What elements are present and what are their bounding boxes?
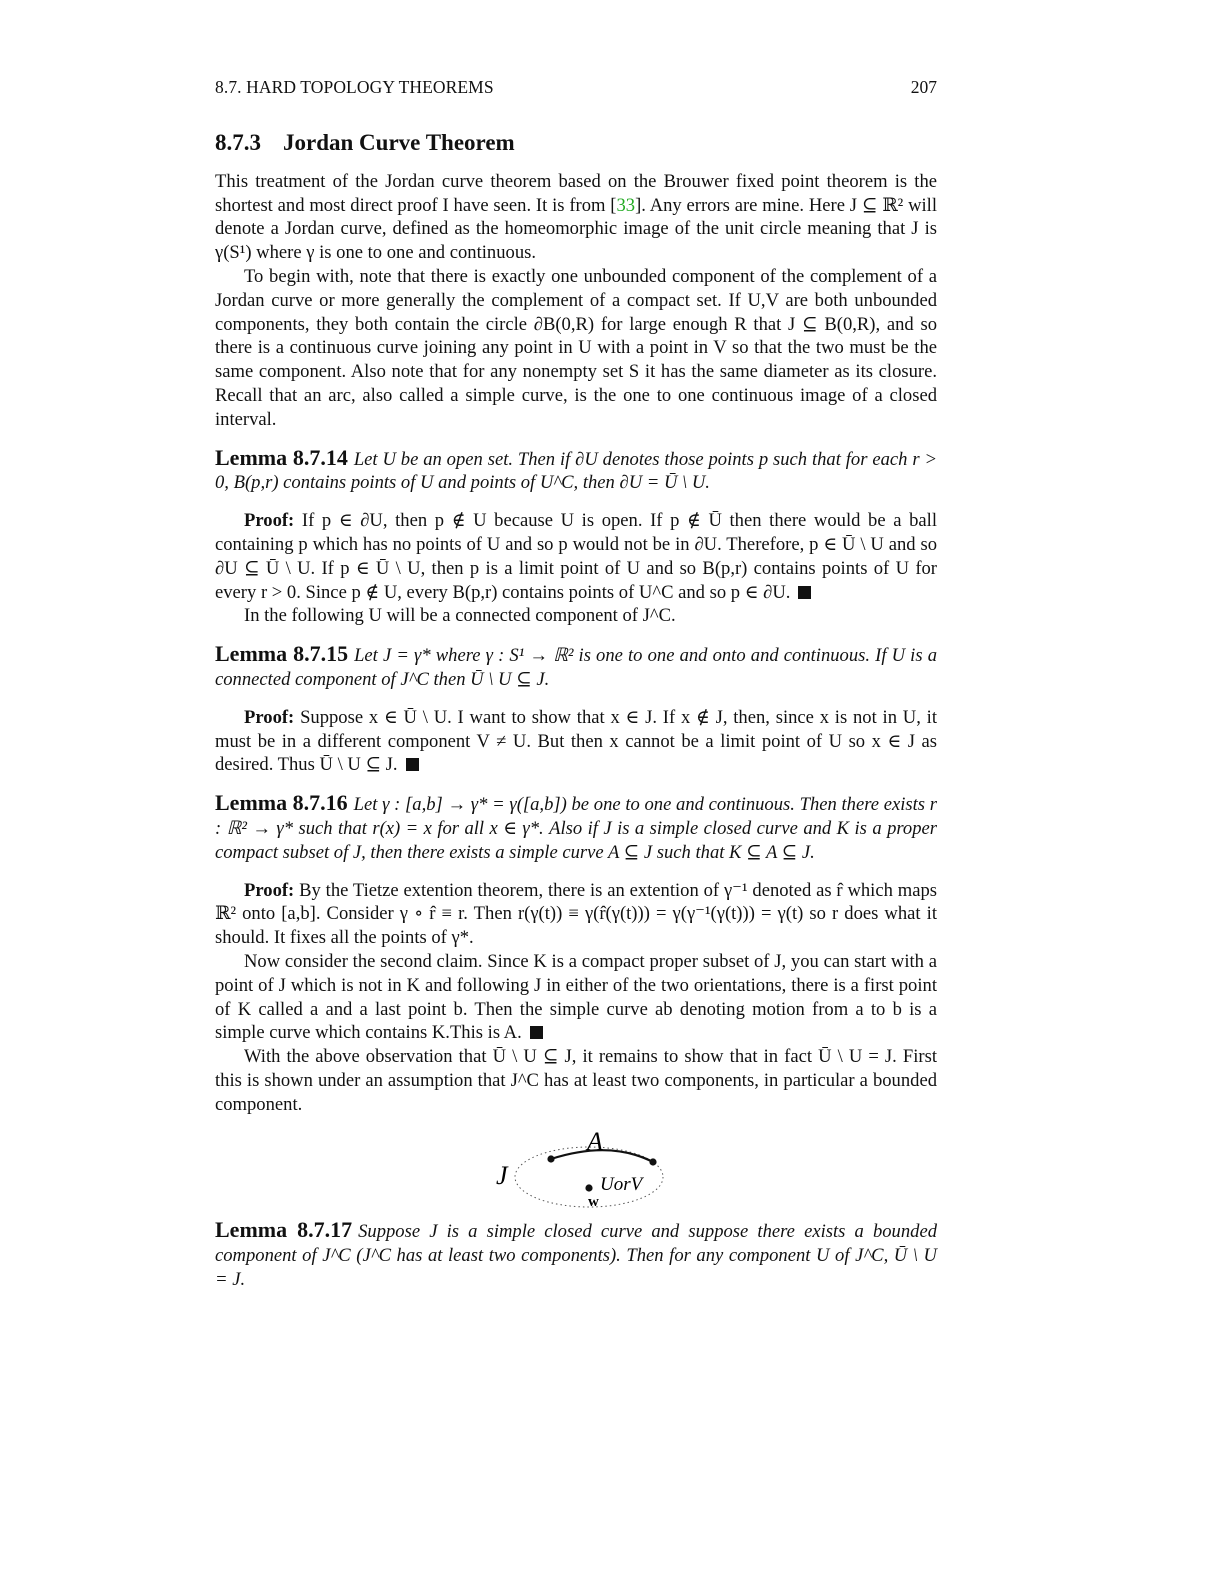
arc-endpoint-a [547, 1156, 554, 1163]
lemma-statement: Suppose J is a simple closed curve and suppose there exists a bounded component of J^C (J^C has at least two components). Then for any component U of J^C, Ū \ U = J. [215, 1221, 937, 1291]
lemma-title: Lemma 8.7.16 [215, 790, 348, 816]
lemma-statement: Let U be an open set. Then if ∂U denotes those points p such that for each r > 0, B(p,r) contains points of U and points of U^C, then ∂U = Ū \ U. [215, 448, 937, 494]
figure-svg [215, 1122, 937, 1214]
following-note: In the following U will be a connected component of J^C. [244, 605, 676, 627]
lemma-8-7-16 [215, 791, 937, 864]
lemma-statement: Let J = γ* where γ : S¹ → ℝ² is one to one and onto and continuous. If U is a connected component of J^C then Ū \ U ⊆ J. [215, 645, 938, 690]
section-number: 8.7.3 [215, 129, 261, 155]
lemma-8-7-15 [215, 642, 937, 692]
lemma-8-7-14 [215, 446, 937, 496]
proof-label: Proof: [244, 510, 295, 532]
proof-text: Suppose x ∈ Ū \ U. I want to show that x ∈ J. If x ∉ J, then, since x is not in U, it must be in a different component V ≠ U. But then x cannot be a limit point of U so x ∈ J as desired. Thus Ū \ U ⊆ J. [215, 706, 937, 776]
arc-endpoint-b [649, 1159, 656, 1166]
label-A: A [587, 1127, 603, 1157]
lemma-statement: Let γ : [a,b] → γ* = γ([a,b]) be one to one and continuous. Then there exists r : ℝ² → γ* such that r(x) = x for all x ∈ γ*. Also if J is a simple closed curve and K is a proper compact subset of J, then there exists a simple curve A ⊆ J such that K ⊆ A ⊆ J. [215, 794, 937, 863]
page-number: 207 [910, 77, 937, 97]
observation-paragraph: With the above observation that Ū \ U ⊆ J, it remains to show that in fact Ū \ U = J. First this is shown under an assumption that J^C has at least two components, in particular a bounded component. [215, 1046, 937, 1115]
book-page [215, 76, 937, 1292]
lemma-title: Lemma 8.7.14 [215, 444, 348, 470]
section-heading [215, 128, 937, 158]
proof-8-7-15 [215, 706, 937, 777]
lemma-title: Lemma 8.7.17 [215, 1217, 353, 1243]
proof-text: If p ∈ ∂U, then p ∉ U because U is open. If p ∉ Ū then there would be a ball containing p which has no points of U and so p would not be in ∂U. Therefore, p ∈ Ū \ U and so ∂U ⊆ Ū \ U. If p ∈ Ū \ U, then p is a limit point of U and so B(p,r) contains points of U for every r > 0. Since p ∉ U, every B(p,r) contains points of U^C and so p ∈ ∂U. [215, 510, 937, 603]
intro-paragraph-2: To begin with, note that there is exactly one unbounded component of the complement of a Jordan curve or more generally the complement of a compact set. If U,V are both unbounded components, they both contain the circle ∂B(0,R) for large enough R that J ⊆ B(0,R), and so there is a continuous curve joining any point in U with a point in V so that the two must be the same component. Also note that for any nonempty set S it has the same diameter as its closure. Recall that an arc, also called a simple curve, is the one to one continuous image of a closed interval. [215, 265, 937, 430]
intro-paragraph-1: This treatment of the Jordan curve theorem based on the Brouwer fixed point theorem is the shortest and most direct proof I have seen. It is from [33]. Any errors are mine. Here J ⊆ ℝ² will denote a Jordan curve, defined as the homeomorphic image of the unit circle meaning that J is γ(S¹) where γ is one to one and continuous. [215, 170, 937, 264]
lemma-8-7-17 [215, 1218, 937, 1291]
label-UorV: UorV [600, 1174, 643, 1196]
qed-square-icon [798, 586, 811, 599]
citation-link[interactable]: 33 [616, 194, 636, 216]
qed-square-icon [530, 1026, 543, 1039]
label-J: J [496, 1161, 508, 1191]
section-title: Jordan Curve Theorem [283, 129, 515, 155]
proof-label: Proof: [244, 879, 295, 901]
proof-8-7-16 [215, 879, 937, 950]
proof-label: Proof: [244, 706, 295, 728]
running-head [215, 76, 937, 100]
point-w [585, 1185, 592, 1192]
qed-square-icon [406, 758, 419, 771]
jordan-curve-figure [215, 1122, 937, 1214]
label-w: w [588, 1194, 599, 1211]
running-head-section: 8.7. HARD TOPOLOGY THEOREMS [215, 77, 494, 97]
lemma-title: Lemma 8.7.15 [215, 641, 349, 667]
proof-8-7-14 [215, 509, 937, 604]
second-claim-paragraph: Now consider the second claim. Since K is a compact proper subset of J, you can start with a point of J which is not in K and following J in either of the two orientations, there is a first point of K called a and a last point b. Then the simple curve ab denoting motion from a to b is a simple curve which contains K.This is A. [215, 950, 937, 1044]
proof-text: By the Tietze extention theorem, there is an extention of γ⁻¹ denoted as r̂ which maps ℝ² onto [a,b]. Consider γ ∘ r̂ ≡ r. Then r(γ(t)) ≡ γ(r̂(γ(t))) = γ(γ⁻¹(γ(t))) = γ(t) so r does what it should. It fixes all the points of γ*. [215, 879, 937, 949]
